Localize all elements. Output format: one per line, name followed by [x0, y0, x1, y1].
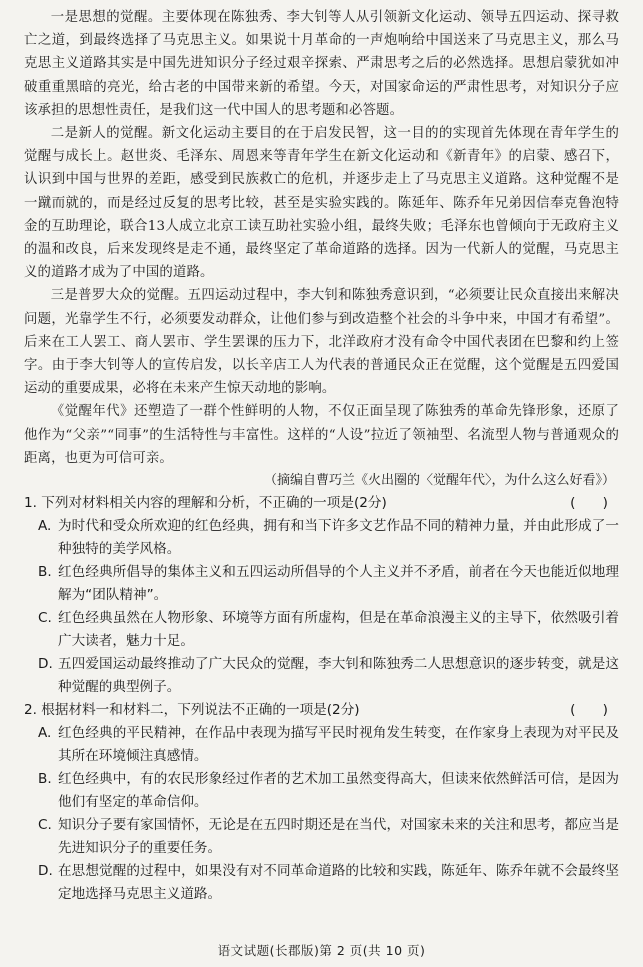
question-2-option-b	[24, 768, 619, 814]
passage-paragraph-3: 三是普罗大众的觉醒。五四运动过程中，李大钊和陈独秀意识到，“必须要让民众直接出来解决问题，光靠学生不行，必须要发动群众，让他们参与到改造整个社会的斗争中来，中国才有希望”。后来在工人罢工、商人罢市、学生罢课的压力下，北洋政府才没有命令中国代表团在巴黎和约上签字。由于李大钊等人的宣传启发，以长辛店工人为代表的普通民众正在觉醒，这个觉醒是五四爱国运动的重要成果，必将在未来产生惊天动地的影响。	[24, 288, 619, 397]
option-letter: B.	[38, 771, 52, 788]
question-2-stem	[24, 699, 619, 722]
page-footer: 语文试题(长郡版)第 2 页(共 10 页)	[217, 943, 426, 958]
option-text: 为时代和受众所欢迎的红色经典，拥有和当下许多文艺作品不同的精神力量，并由此形成了一种独特的美学风格。	[58, 518, 619, 558]
option-text: 红色经典的平民精神，在作品中表现为描写平民时视角发生转变，在作家身上表现为对平民及其所在环境倾注真感情。	[58, 725, 619, 765]
option-letter: A.	[38, 518, 52, 535]
question-1	[24, 492, 619, 699]
option-letter: C.	[38, 610, 52, 627]
option-letter: D.	[38, 863, 53, 880]
question-1-answer-blank: ( )	[570, 495, 608, 512]
passage-paragraph-4: 《觉醒年代》还塑造了一群个性鲜明的人物，不仅正面呈现了陈独秀的革命先锋形象，还原了他作为“父亲”“同事”的生活特性与丰富性。这样的“人设”拉近了领袖型、名流型人物与普通观众的距离，也更为可信可亲。	[24, 404, 619, 466]
question-1-option-c	[24, 607, 619, 653]
passage-source-citation: （摘编自曹巧兰《火出圈的〈觉醒年代〉，为什么这么好看》）	[263, 473, 615, 489]
question-1-stem	[24, 492, 619, 515]
question-1-option-a	[24, 515, 619, 561]
passage-paragraph-1: 一是思想的觉醒。主要体现在陈独秀、李大钊等人从引领新文化运动、领导五四运动、探寻救亡之道，到最终选择了马克思主义。如果说十月革命的一声炮响给中国送来了马克思主义，那么马克思主义道路其实是中国先进知识分子经过艰辛探索、严肃思考之后的必然选择。思想启蒙犹如冲破重重黑暗的亮光，给古老的中国带来新的希望。今天，对国家命运的严肃性思考，对知识分子应该承担的思想性责任，是我们这一代中国人的思考题和必答题。	[24, 10, 619, 118]
question-1-text: 1. 下列对材料相关内容的理解和分析，不正确的一项是(2分)	[24, 495, 387, 512]
option-text: 红色经典虽然在人物形象、环境等方面有所虚构，但是在革命浪漫主义的主导下，依然吸引着广大读者，魅力十足。	[58, 610, 619, 650]
option-letter: A.	[38, 725, 52, 742]
option-letter: D.	[38, 656, 53, 673]
option-letter: C.	[38, 817, 52, 834]
passage-paragraph-2: 二是新人的觉醒。新文化运动主要目的在于启发民智，这一目的的实现首先体现在青年学生的觉醒与成长上。赵世炎、毛泽东、周恩来等青年学生在新文化运动和《新青年》的启蒙、感召下，认识到中国与世界的差距，感受到民族救亡的危机，并逐步走上了马克思主义道路。这种觉醒不是一蹴而就的，而是经过反复的思考比较，甚至是实验实践的。陈延年、陈乔年兄弟因信奉克鲁泡特金的互助理论，联合13人成立北京工读互助社实验小组，最终失败；毛泽东也曾倾向于无政府主义的温和改良，后来发现终是走不通，最终坚定了革命道路的选择。因为一代新人的觉醒，马克思主义的道路才成为了中国的道路。	[24, 126, 619, 281]
question-2-option-c	[24, 814, 619, 860]
option-text: 知识分子要有家国情怀，无论是在五四时期还是在当代，对国家未来的关注和思考，都应当是先进知识分子的重要任务。	[58, 817, 619, 857]
option-letter: B.	[38, 564, 52, 581]
question-1-option-b	[24, 561, 619, 607]
question-2-answer-blank: ( )	[570, 702, 608, 719]
question-1-option-d	[24, 653, 619, 699]
question-2	[24, 699, 619, 906]
reading-passage	[24, 6, 619, 492]
question-2-option-a	[24, 722, 619, 768]
option-text: 在思想觉醒的过程中，如果没有对不同革命道路的比较和实践，陈延年、陈乔年就不会最终坚定地选择马克思主义道路。	[58, 863, 619, 903]
option-text: 红色经典中，有的农民形象经过作者的艺术加工虽然变得高大，但读来依然鲜活可信，是因为他们有坚定的革命信仰。	[58, 771, 619, 811]
option-text: 五四爱国运动最终推动了广大民众的觉醒，李大钊和陈独秀二人思想意识的逐步转变，就是这种觉醒的典型例子。	[58, 656, 619, 696]
question-2-text: 2. 根据材料一和材料二，下列说法不正确的一项是(2分)	[24, 702, 360, 719]
option-text: 红色经典所倡导的集体主义和五四运动所倡导的个人主义并不矛盾，前者在今天也能近似地理解为“团队精神”。	[58, 564, 619, 604]
question-2-option-d	[24, 860, 619, 906]
